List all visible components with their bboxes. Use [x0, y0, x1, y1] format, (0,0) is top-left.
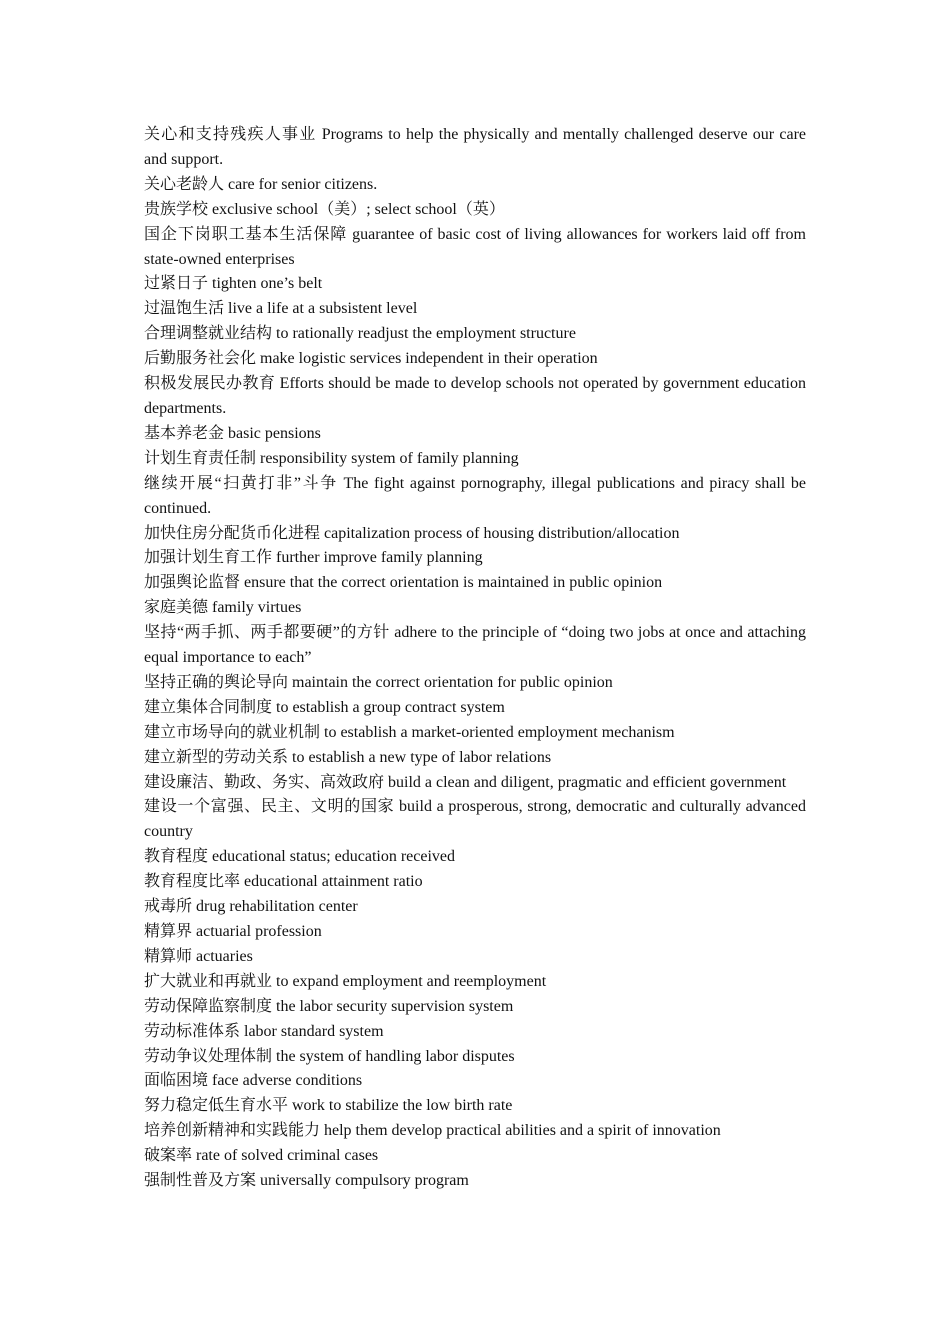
glossary-list	[144, 123, 806, 1194]
glossary-entry: 后勤服务社会化 make logistic services independent in their operation	[144, 350, 598, 368]
glossary-entry: 加强计划生育工作 further improve family planning	[144, 549, 483, 567]
glossary-entry: 坚持正确的舆论导向 maintain the correct orientation for public opinion	[144, 673, 613, 691]
glossary-entry: 建设一个富强、民主、文明的国家 build a prosperous, strong, democratic and culturally advanced country	[144, 798, 806, 841]
glossary-entry: 精算师 actuaries	[144, 947, 253, 965]
glossary-entry: 建立新型的劳动关系 to establish a new type of labor relations	[144, 748, 552, 766]
glossary-entry: 面临困境 face adverse conditions	[144, 1072, 363, 1090]
glossary-entry: 扩大就业和再就业 to expand employment and reemployment	[144, 972, 547, 990]
glossary-entry: 教育程度 educational status; education received	[144, 848, 456, 866]
glossary-entry: 建立集体合同制度 to establish a group contract system	[144, 698, 505, 716]
glossary-entry: 劳动保障监察制度 the labor security supervision system	[144, 997, 514, 1015]
glossary-entry: 基本养老金 basic pensions	[144, 424, 321, 442]
glossary-entry: 强制性普及方案 universally compulsory program	[144, 1172, 469, 1190]
glossary-entry: 过紧日子 tighten one’s belt	[144, 275, 323, 293]
glossary-entry: 国企下岗职工基本生活保障 guarantee of basic cost of living allowances for workers laid off from state-owned enterprises	[144, 225, 806, 268]
glossary-entry: 努力稳定低生育水平 work to stabilize the low birth rate	[144, 1097, 513, 1115]
glossary-entry: 贵族学校 exclusive school（美）; select school（英）	[144, 200, 505, 218]
glossary-entry: 过温饱生活 live a life at a subsistent level	[144, 300, 418, 318]
glossary-entry: 劳动争议处理体制 the system of handling labor disputes	[144, 1047, 515, 1065]
glossary-entry: 积极发展民办教育 Efforts should be made to develop schools not operated by government education departments.	[144, 375, 806, 417]
glossary-entry: 计划生育责任制 responsibility system of family planning	[144, 449, 519, 467]
glossary-entry: 教育程度比率 educational attainment ratio	[144, 873, 423, 891]
glossary-entry: 劳动标准体系 labor standard system	[144, 1022, 384, 1040]
glossary-entry: 建立市场导向的就业机制 to establish a market-oriented employment mechanism	[144, 723, 675, 741]
glossary-entry: 加强舆论监督 ensure that the correct orientation is maintained in public opinion	[144, 574, 663, 592]
glossary-entry: 戒毒所 drug rehabilitation center	[144, 898, 358, 916]
glossary-entry: 破案率 rate of solved criminal cases	[144, 1147, 379, 1165]
glossary-entry: 精算界 actuarial profession	[144, 923, 322, 940]
glossary-entry: 合理调整就业结构 to rationally readjust the employment structure	[144, 325, 576, 343]
glossary-entry: 关心和支持残疾人事业 Programs to help the physically and mentally challenged deserve our care and support.	[144, 126, 806, 168]
glossary-entry: 坚持“两手抓、两手都要硬”的方针 adhere to the principle of “doing two jobs at once and attaching equal importance to each”	[144, 624, 806, 667]
glossary-entry: 建设廉洁、勤政、务实、高效政府 build a clean and diligent, pragmatic and efficient government	[144, 773, 787, 791]
glossary-entry: 关心老龄人 care for senior citizens.	[144, 175, 378, 193]
glossary-entry: 家庭美德 family virtues	[144, 599, 302, 617]
glossary-entry: 继续开展“扫黄打非”斗争 The fight against pornography, illegal publications and piracy shall be continued.	[144, 474, 806, 517]
glossary-entry: 加快住房分配货币化进程 capitalization process of housing distribution/allocation	[144, 524, 680, 542]
glossary-entry: 培养创新精神和实践能力 help them develop practical abilities and a spirit of innovation	[144, 1122, 721, 1140]
